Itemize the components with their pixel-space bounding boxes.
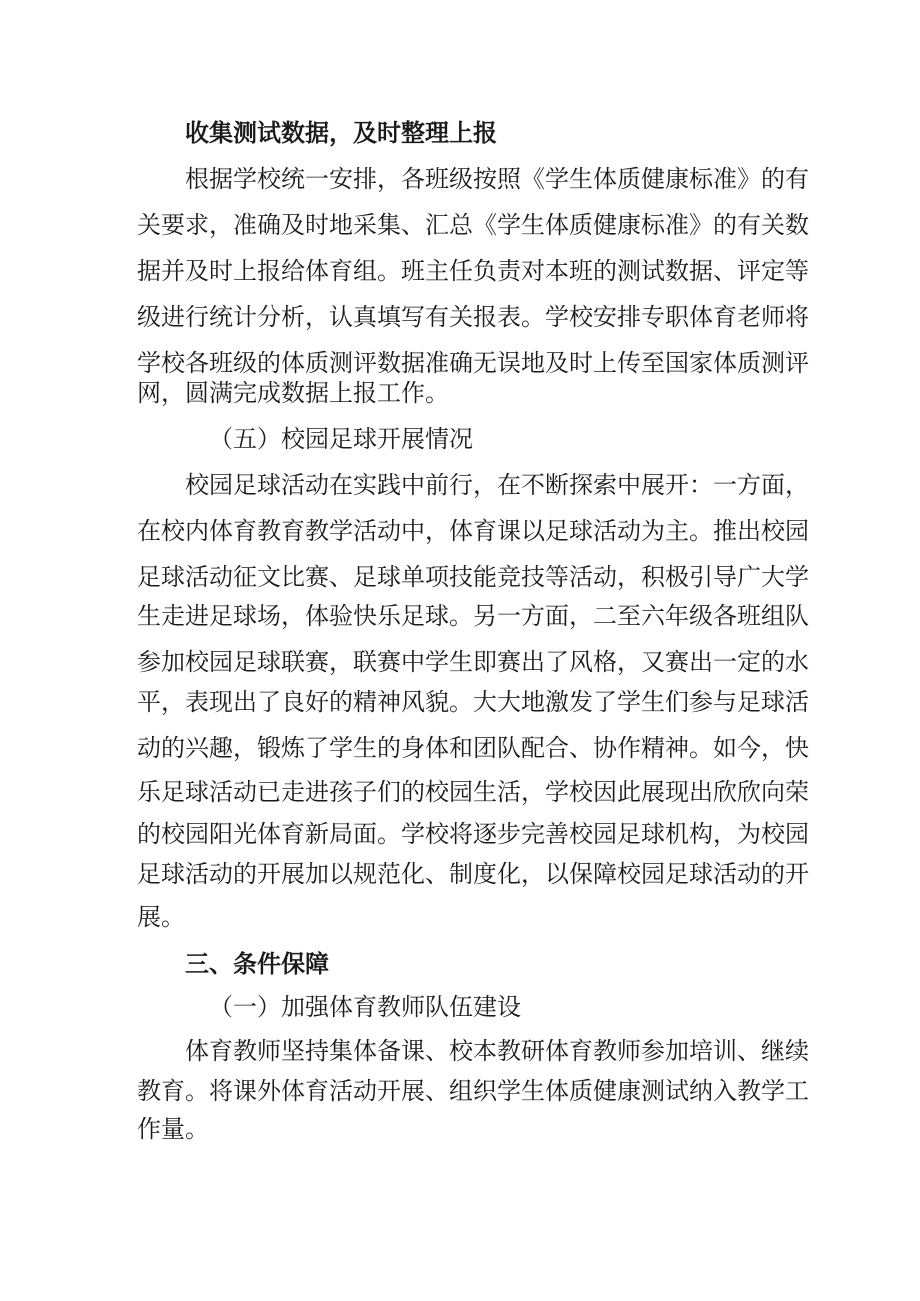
subheading-football: （五）校园足球开展情况 bbox=[209, 425, 473, 453]
paragraph-line: 校园足球活动在实践中前行，在不断探索中展开：一方面， bbox=[185, 471, 809, 499]
paragraph-line: 根据学校统一安排，各班级按照《学生体质健康标准》的有 bbox=[185, 165, 809, 193]
subheading-teacher-team: （一）加强体育教师队伍建设 bbox=[209, 993, 521, 1021]
section-heading-conditions: 三、条件保障 bbox=[185, 950, 329, 978]
paragraph-line: 关要求，准确及时地采集、汇总《学生体质健康标准》的有关数 bbox=[137, 211, 809, 239]
paragraph-line: 网，圆满完成数据上报工作。 bbox=[137, 379, 449, 407]
section-heading-collect-data: 收集测试数据，及时整理上报 bbox=[185, 119, 497, 147]
paragraph-line: 足球活动征文比赛、足球单项技能竞技等活动，积极引导广大学 bbox=[137, 563, 809, 591]
paragraph-line: 生走进足球场，体验快乐足球。另一方面，二至六年级各班组队 bbox=[137, 602, 809, 630]
paragraph-line: 动的兴趣，锻炼了学生的身体和团队配合、协作精神。如今，快 bbox=[137, 734, 809, 762]
paragraph-line: 展。 bbox=[137, 903, 185, 931]
paragraph-line: 据并及时上报给体育组。班主任负责对本班的测试数据、评定等 bbox=[137, 257, 809, 285]
paragraph-line: 的校园阳光体育新局面。学校将逐步完善校园足球机构，为校园 bbox=[137, 820, 809, 848]
paragraph-line: 乐足球活动已走进孩子们的校园生活，学校因此展现出欣欣向荣 bbox=[137, 778, 809, 806]
paragraph-line: 教育。将课外体育活动开展、组织学生体质健康测试纳入教学工 bbox=[137, 1077, 809, 1105]
paragraph-line: 平，表现出了良好的精神风貌。大大地激发了学生们参与足球活 bbox=[137, 688, 809, 716]
paragraph-line: 体育教师坚持集体备课、校本教研体育教师参加培训、继续 bbox=[185, 1037, 809, 1065]
paragraph-line: 学校各班级的体质测评数据准确无误地及时上传至国家体质测评 bbox=[137, 349, 809, 377]
paragraph-line: 级进行统计分析，认真填写有关报表。学校安排专职体育老师将 bbox=[137, 303, 809, 331]
paragraph-line: 作量。 bbox=[137, 1115, 209, 1143]
paragraph-line: 在校内体育教育教学活动中，体育课以足球活动为主。推出校园 bbox=[137, 517, 809, 545]
paragraph-line: 足球活动的开展加以规范化、制度化，以保障校园足球活动的开 bbox=[137, 860, 809, 888]
paragraph-line: 参加校园足球联赛，联赛中学生即赛出了风格，又赛出一定的水 bbox=[137, 648, 809, 676]
